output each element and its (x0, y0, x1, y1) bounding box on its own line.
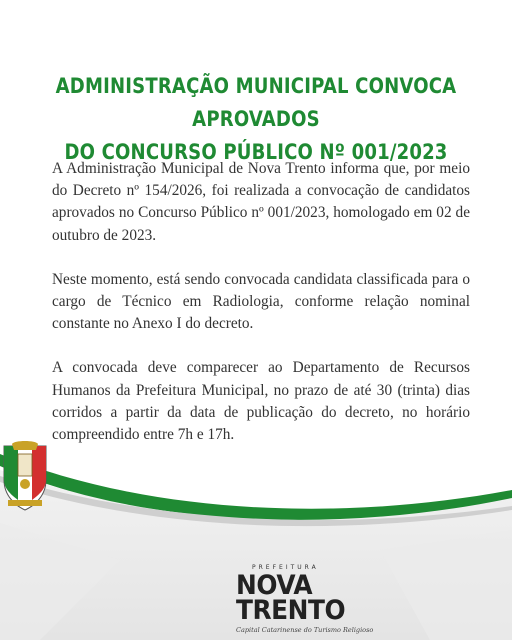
paragraph-1: A Administração Municipal de Nova Trento informa que, por meio do Decreto nº 154/2026, foi realizada a convocação de candidatos aprovados no Concurso Público nº 001/2023, homologado em 02 de outubro de 2023. (52, 160, 470, 244)
logo-tagline: Capital Catarinense do Turismo Religioso (236, 626, 374, 634)
coat-of-arms-icon (0, 440, 50, 512)
title-line-2: DO CONCURSO PÚBLICO Nº 001/2023 (64, 140, 448, 164)
announcement-body (52, 158, 470, 468)
announcement-title (36, 70, 476, 169)
nova-wordmark: NOVA (236, 570, 313, 601)
paragraph-3: A convocada deve comparecer ao Departamento de Recursos Humanos da Prefeitura Municipal, no prazo de até 30 (trinta) dias corridos a partir da data de publicação do decreto, no horário compreendido entre 7h e 17h. (52, 359, 470, 444)
paragraph-2: Neste momento, está sendo convocada candidata classificada para o cargo de Técnico em Radiologia, conforme relação nominal constante no Anexo I do decreto. (52, 270, 470, 333)
title-line-1: ADMINISTRAÇÃO MUNICIPAL CONVOCA APROVADOS (55, 74, 457, 131)
prefeitura-logo (0, 440, 512, 640)
prefeitura-label: PREFEITURA (252, 564, 319, 571)
footer (0, 440, 512, 640)
trento-wordmark: TRENTO (236, 595, 346, 626)
